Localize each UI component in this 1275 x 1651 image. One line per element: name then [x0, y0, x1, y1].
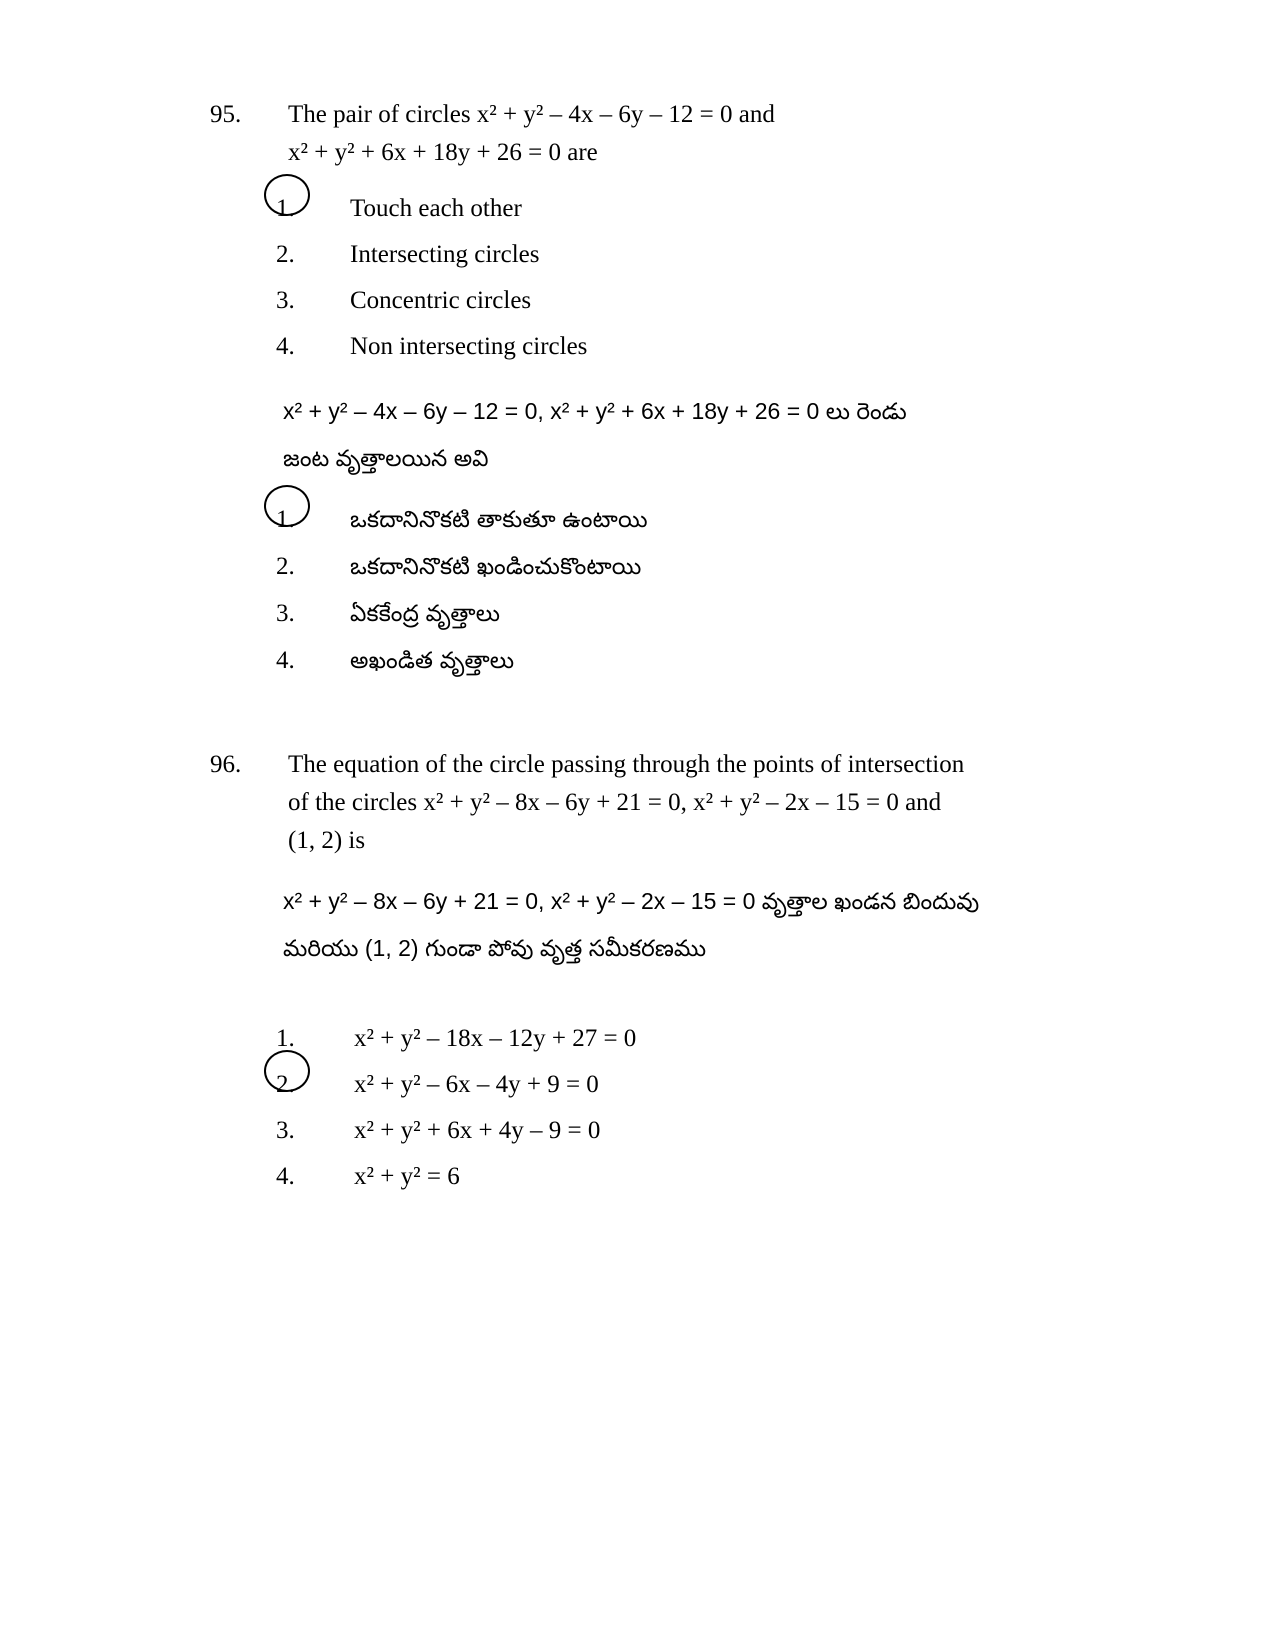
option-marker-2[interactable]: 2. — [276, 241, 295, 268]
question-95-telugu-line-2 — [0, 435, 1275, 482]
question-95-english-stem — [0, 96, 1275, 172]
option-item[interactable] — [0, 278, 1275, 324]
option-marker-te-2[interactable]: 2. — [276, 553, 295, 580]
option-label-96-3: x² + y² + 6x + 4y – 9 = 0 — [354, 1117, 601, 1144]
option-label-te-4: అఖండిత వృత్తాలు — [350, 647, 515, 673]
option-item[interactable] — [0, 496, 1275, 543]
option-label-te-2: ఒకదానినొకటి ఖండించుకొంటాయి — [350, 553, 642, 579]
option-marker-96-1[interactable]: 1. — [276, 1025, 295, 1052]
option-circle-te-1: 1. — [276, 497, 295, 543]
question-95-number: 95. — [210, 101, 242, 128]
question-separator-spacer — [0, 684, 1275, 746]
question-95 — [0, 96, 1275, 684]
question-95-telugu-line-1 — [0, 388, 1275, 435]
question-95-english-options — [0, 186, 1275, 370]
option-marker-96-3[interactable]: 3. — [276, 1117, 295, 1144]
option-marker-4[interactable]: 4. — [276, 333, 295, 360]
option-marker-te-1[interactable] — [276, 497, 322, 543]
question-96-english-stem — [0, 746, 1275, 860]
option-label-96-2: x² + y² – 6x – 4y + 9 = 0 — [354, 1071, 599, 1098]
option-marker-te-3[interactable]: 3. — [276, 600, 295, 627]
option-label-96-4: x² + y² = 6 — [354, 1163, 460, 1190]
option-marker-3[interactable]: 3. — [276, 287, 295, 314]
option-item[interactable] — [0, 1154, 1275, 1200]
option-label-2: Intersecting circles — [350, 241, 540, 268]
option-item[interactable] — [0, 637, 1275, 684]
question-95-telugu-text-1: x² + y² – 4x – 6y – 12 = 0, x² + y² + 6x + 18y + 26 = 0 లు రెండు — [283, 398, 907, 424]
option-label-96-1: x² + y² – 18x – 12y + 27 = 0 — [354, 1025, 637, 1052]
question-96-telugu-line-1 — [0, 878, 1275, 925]
question-96-english-line-3: (1, 2) is — [288, 827, 366, 854]
option-label-1: Touch each other — [350, 195, 522, 222]
option-item[interactable] — [0, 186, 1275, 232]
top-margin-spacer — [0, 0, 1275, 96]
option-item[interactable] — [0, 1062, 1275, 1108]
option-item[interactable] — [0, 1108, 1275, 1154]
option-item[interactable] — [0, 1016, 1275, 1062]
question-96-english-line-1: The equation of the circle passing through the points of intersection — [288, 751, 965, 778]
option-item[interactable] — [0, 590, 1275, 637]
question-96-options — [0, 1016, 1275, 1200]
option-item[interactable] — [0, 543, 1275, 590]
option-marker-96-4[interactable]: 4. — [276, 1163, 295, 1190]
option-marker-96-2[interactable] — [276, 1062, 322, 1108]
question-96-number: 96. — [210, 751, 242, 778]
question-96-telugu-stem — [0, 878, 1275, 972]
question-96-telugu-text-2: మరియు (1, 2) గుండా పోవు వృత్త సమీకరణము — [283, 935, 707, 961]
spacer — [0, 370, 1275, 388]
option-label-4: Non intersecting circles — [350, 333, 588, 360]
question-95-telugu-stem — [0, 388, 1275, 482]
question-96-english-body — [288, 746, 1275, 860]
question-96-english-line-2: of the circles x² + y² – 8x – 6y + 21 = 0, x² + y² – 2x – 15 = 0 and — [288, 789, 942, 816]
question-95-telugu-text-2: జంట వృత్తాలయిన అవి — [283, 445, 489, 471]
question-96-telugu-line-2 — [0, 925, 1275, 972]
question-95-english-body — [288, 96, 1275, 172]
question-95-english-line-1: The pair of circles x² + y² – 4x – 6y – 12 = 0 and — [288, 101, 775, 128]
option-marker-1[interactable] — [276, 186, 322, 232]
question-95-english-line-2: x² + y² + 6x + 18y + 26 = 0 are — [288, 139, 598, 166]
option-label-te-1: ఒకదానినొకటి తాకుతూ ఉంటాయి — [350, 506, 648, 532]
option-circle-96-2: 2. — [276, 1062, 295, 1108]
question-96 — [0, 746, 1275, 1200]
option-marker-te-4[interactable]: 4. — [276, 647, 295, 674]
spacer — [0, 972, 1275, 1002]
option-circle-1: 1. — [276, 186, 295, 232]
question-96-telugu-text-1: x² + y² – 8x – 6y + 21 = 0, x² + y² – 2x – 15 = 0 వృత్తాల ఖండన బిందువు — [283, 888, 980, 914]
option-label-3: Concentric circles — [350, 287, 532, 314]
option-item[interactable] — [0, 324, 1275, 370]
question-95-telugu-options — [0, 496, 1275, 684]
spacer — [0, 860, 1275, 878]
option-item[interactable] — [0, 232, 1275, 278]
option-label-te-3: ఏకకేంద్ర వృత్తాలు — [350, 600, 501, 626]
